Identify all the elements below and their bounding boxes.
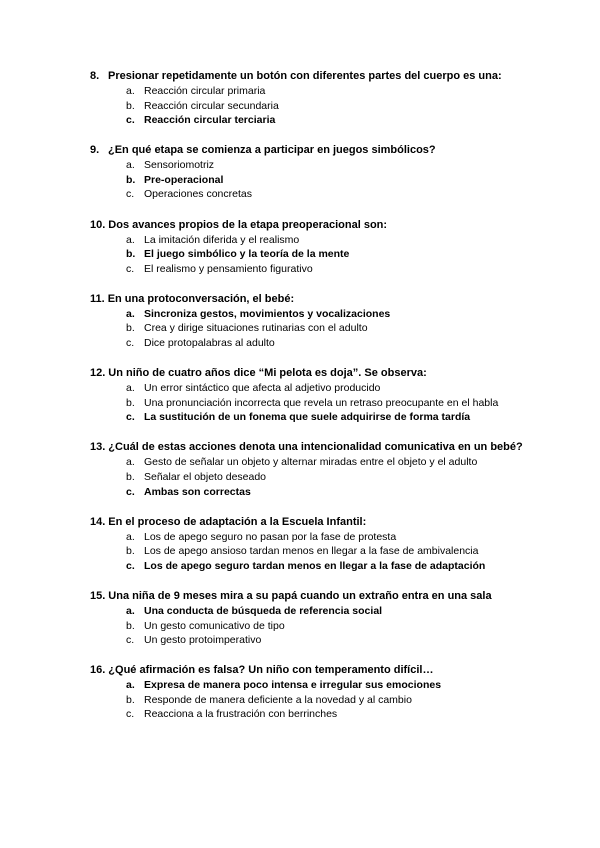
option-text: Reacción circular primaria [144,85,266,97]
answer-option-correct [90,485,560,500]
question-number: 10. [90,218,106,231]
option-letter: a. [126,233,135,246]
answer-options [90,84,560,128]
option-text: Reacción circular secundaria [144,99,279,112]
option-text: El juego simbólico y la teoría de la mente [144,248,350,261]
question-heading [90,663,560,678]
question-heading [90,366,560,381]
answer-option [90,381,560,396]
answer-option [90,619,560,634]
option-letter: b. [126,99,135,112]
question-9 [90,143,560,202]
option-letter: a. [126,159,135,172]
answer-option [90,693,560,708]
question-heading [90,218,560,233]
option-letter: b. [126,248,136,261]
option-letter: b. [126,619,135,632]
option-text: Pre-operacional [144,173,224,186]
question-text: Dos avances propios de la etapa preoperacional son: [108,218,388,231]
question-text: ¿Cuál de estas acciones denota una intencionalidad comunicativa en un bebé? [108,441,523,454]
answer-option [90,158,560,173]
answer-options [90,455,560,499]
option-letter: c. [126,634,135,647]
answer-option [90,99,560,114]
option-text: Una conducta de búsqueda de referencia social [144,604,383,617]
question-heading [90,589,560,604]
answer-option-correct [90,307,560,322]
answer-option [90,262,560,277]
answer-options [90,158,560,202]
question-heading [90,292,560,307]
answer-option [90,233,560,248]
answer-option [90,187,560,202]
option-text: Los de apego seguro no pasan por la fase de protesta [144,530,397,543]
option-text: Una pronunciación incorrecta que revela un retraso preocupante en el habla [144,396,499,409]
answer-options [90,530,560,574]
option-letter: a. [126,530,135,543]
option-letter: b. [126,173,136,186]
answer-option [90,396,560,411]
option-text: Reacción circular terciaria [144,114,276,127]
answer-option [90,321,560,336]
answer-option-correct [90,247,560,262]
question-number: 15. [90,589,106,602]
question-8 [90,69,560,128]
question-text: En una protoconversación, el bebé: [107,292,295,305]
question-number: 12. [90,367,106,380]
option-text: La sustitución de un fonema que suele adquirirse de forma tardía [144,411,471,424]
option-text: Dice protopalabras al adulto [144,337,275,350]
answer-options [90,233,560,277]
option-letter: c. [126,708,135,721]
option-letter: b. [126,322,135,335]
option-text: Crea y dirige situaciones rutinarias con el adulto [144,322,368,335]
question-number: 13. [90,441,106,454]
question-text: ¿En qué etapa se comienza a participar en juegos simbólicos? [108,144,436,157]
answer-option [90,707,560,722]
option-letter: a. [126,679,135,692]
option-text: Expresa de manera poco intensa e irregular sus emociones [144,679,442,692]
answer-option-correct [90,678,560,693]
question-16 [90,663,560,722]
option-text: Los de apego ansioso tardan menos en llegar a la fase de ambivalencia [144,545,479,558]
question-10 [90,218,560,277]
question-15 [90,589,560,648]
question-14 [90,515,560,574]
answer-option [90,470,560,485]
answer-options [90,307,560,351]
option-text: Operaciones concretas [144,188,252,201]
option-text: Un gesto protoimperativo [144,634,262,647]
question-list [90,69,560,738]
option-letter: c. [126,114,135,127]
question-text: Presionar repetidamente un botón con diferentes partes del cuerpo es una: [108,70,502,82]
option-text: Un gesto comunicativo de tipo [144,619,285,632]
question-heading [90,69,560,84]
option-letter: a. [126,307,135,320]
question-12 [90,366,560,425]
option-letter: b. [126,471,135,483]
question-text: En el proceso de adaptación a la Escuela Infantil: [108,515,367,528]
answer-options [90,381,560,425]
answer-options [90,604,560,648]
option-text: La imitación diferida y el realismo [144,233,300,246]
option-text: Sensoriomotriz [144,159,215,172]
question-number: 9. [90,144,100,157]
option-letter: c. [126,485,135,498]
question-heading [90,515,560,530]
option-text: El realismo y pensamiento figurativo [144,262,313,275]
option-letter: b. [126,396,135,409]
option-letter: c. [126,188,135,201]
option-letter: c. [126,411,135,424]
option-text: Ambas son correctas [144,485,251,498]
option-text: Reacciona a la frustración con berrinches [144,708,338,721]
option-text: Los de apego seguro tardan menos en llegar a la fase de adaptación [144,559,486,572]
answer-option [90,544,560,559]
question-heading [90,440,560,455]
option-letter: c. [126,337,135,350]
option-text: Gesto de señalar un objeto y alternar miradas entre el objeto y el adulto [144,456,478,469]
option-letter: a. [126,85,135,97]
option-letter: b. [126,545,135,558]
answer-option-correct [90,559,560,574]
question-13 [90,440,560,499]
option-text: Sincroniza gestos, movimientos y vocalizaciones [144,307,391,320]
answer-option-correct [90,173,560,188]
option-letter: a. [126,382,135,395]
question-text: ¿Qué afirmación es falsa? Un niño con temperamento difícil… [108,664,434,677]
answer-option [90,336,560,351]
answer-option-correct [90,113,560,128]
question-text: Una niña de 9 meses mira a su papá cuando un extraño entra en una sala [108,589,492,602]
question-number: 16. [90,664,106,677]
option-text: Un error sintáctico que afecta al adjetivo producido [144,382,381,395]
question-heading [90,143,560,158]
question-text: Un niño de cuatro años dice “Mi pelota es doja”. Se observa: [108,367,427,380]
question-11 [90,292,560,351]
answer-option [90,530,560,545]
option-letter: c. [126,559,135,572]
answer-option [90,633,560,648]
option-letter: c. [126,262,135,275]
question-number: 14. [90,515,106,528]
answer-option [90,455,560,470]
question-number: 11. [90,292,105,305]
answer-options [90,678,560,722]
option-letter: b. [126,693,135,706]
answer-option [90,84,560,99]
option-letter: a. [126,456,135,469]
option-text: Señalar el objeto deseado [144,471,267,483]
option-text: Responde de manera deficiente a la novedad y al cambio [144,693,412,706]
answer-option-correct [90,410,560,425]
question-number: 8. [90,70,100,82]
answer-option-correct [90,604,560,619]
option-letter: a. [126,604,135,617]
